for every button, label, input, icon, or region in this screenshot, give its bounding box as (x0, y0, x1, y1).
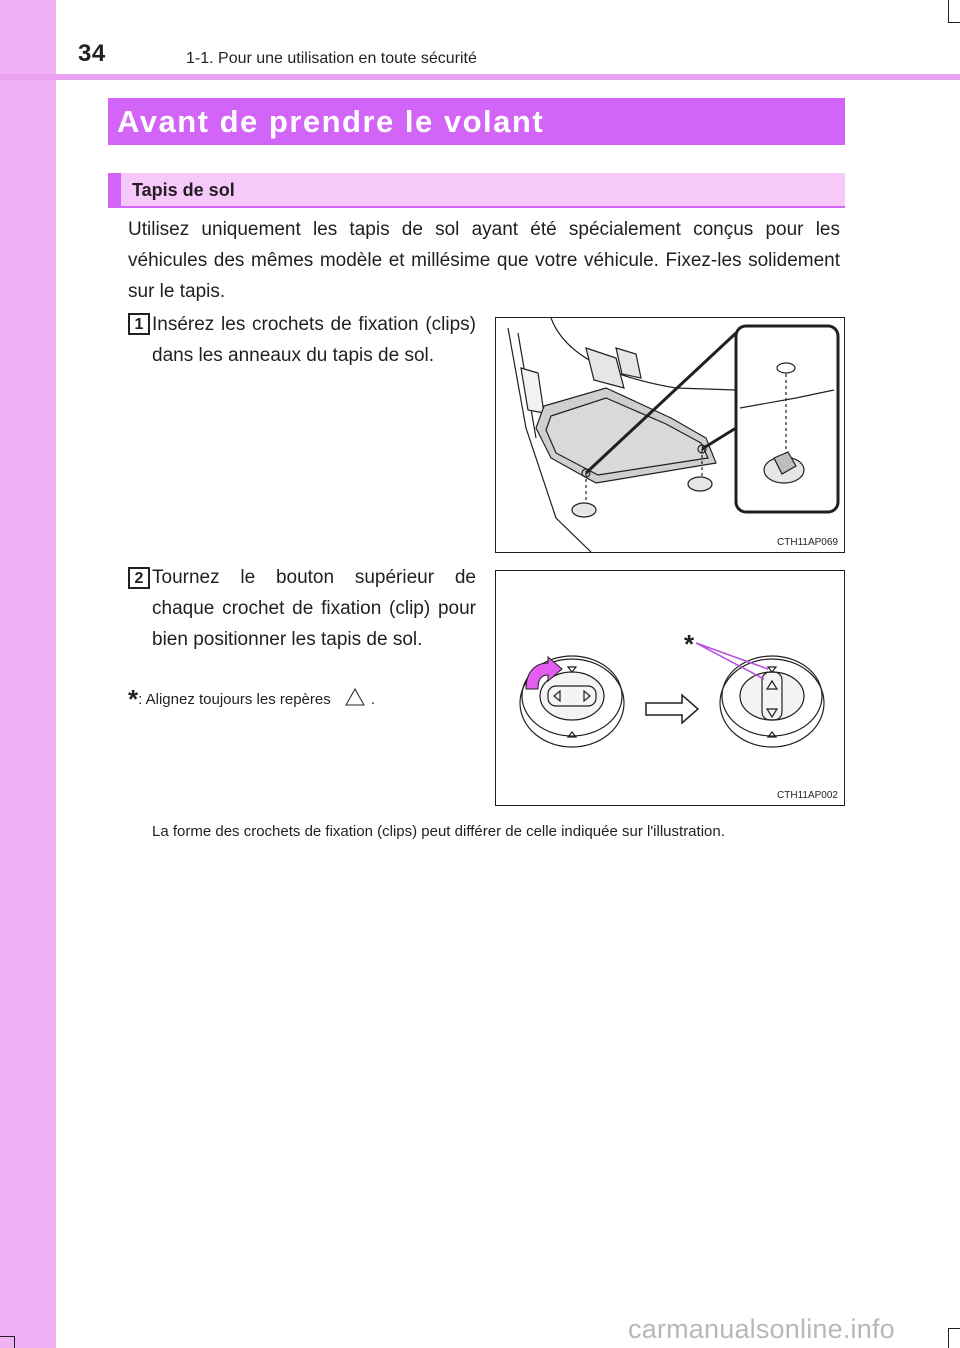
figure-asterisk: * (684, 629, 695, 659)
floor-mat-illustration (496, 318, 844, 552)
step-1-badge: 1 (128, 313, 150, 335)
crop-mark (948, 22, 960, 23)
figure-code: CTH11AP002 (777, 790, 838, 801)
header-band (0, 0, 960, 80)
running-head: 1-1. Pour une utilisation en toute sécurité (186, 50, 477, 67)
section-title: Avant de prendre le volant (108, 98, 845, 145)
alignment-note (128, 684, 375, 714)
note-text: : Alignez toujours les repères (138, 691, 331, 708)
step-1-text: Insérez les crochets de fixation (clips) dans les anneaux du tapis de sol. (152, 314, 476, 366)
asterisk-marker: * (128, 684, 139, 714)
figure-floor-mat (495, 317, 845, 553)
triangle-mark-icon (345, 687, 365, 714)
watermark: carmanualsonline.info (628, 1314, 895, 1344)
subsection-accent (108, 173, 121, 206)
step-2-badge: 2 (128, 567, 150, 589)
subsection-header (108, 173, 845, 208)
step-2-text: Tournez le bouton supérieur de chaque crochet de fixation (clip) pour bien positionner les tapis de sol. (152, 567, 476, 650)
figure-clip-rotation (495, 570, 845, 806)
crop-mark (0, 1336, 14, 1337)
crop-mark (948, 0, 949, 22)
clip-rotation-illustration (496, 571, 844, 805)
note-end: . (370, 691, 376, 708)
crop-mark (948, 1328, 949, 1348)
side-color-band (0, 0, 56, 1348)
intro-paragraph: Utilisez uniquement les tapis de sol ayant été spécialement conçus pour les véhicules des mêmes modèle et millésime que votre véhicule. Fixez-les solidement sur le tapis. (128, 219, 840, 302)
header-corner (0, 0, 56, 74)
crop-mark (14, 1336, 15, 1348)
page-number: 34 (78, 40, 106, 67)
subsection-title: Tapis de sol (132, 180, 235, 200)
footnote: La forme des crochets de fixation (clips) peut différer de celle indiquée sur l'illustration. (152, 823, 725, 840)
figure-code: CTH11AP069 (777, 537, 838, 548)
crop-mark (948, 1328, 960, 1329)
